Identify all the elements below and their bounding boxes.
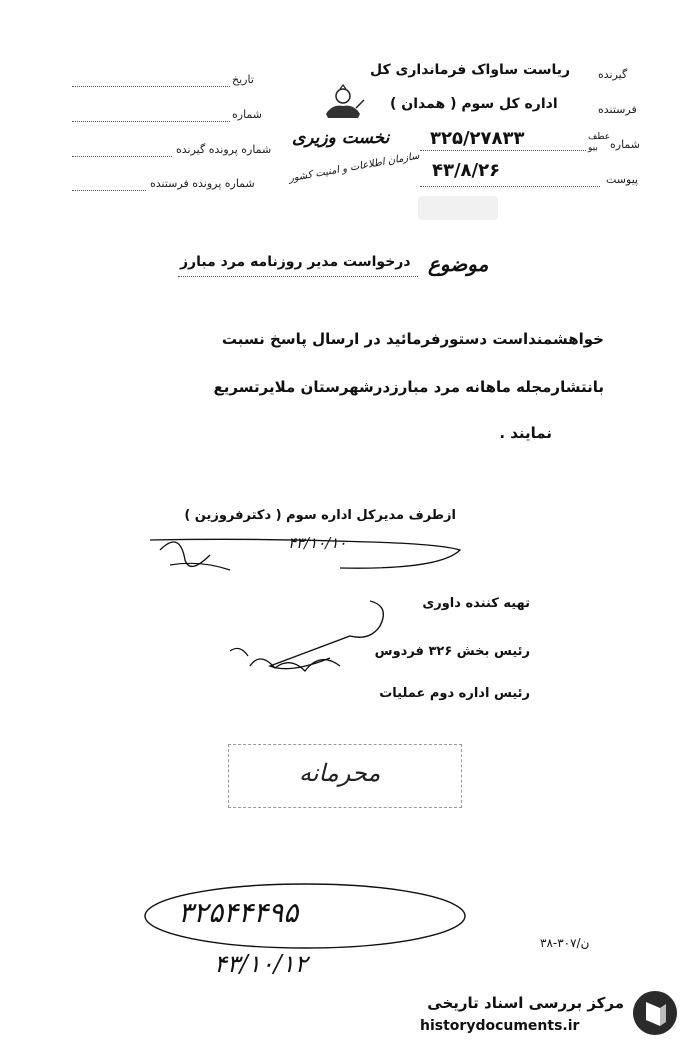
lion-and-sun-emblem — [318, 84, 368, 124]
confidential-stamp-text: محرمانه — [299, 759, 381, 787]
body-line-2: بانتشارمجله ماهانه مرد مبارزدرشهرستان ملایرتسریع — [213, 378, 604, 396]
recipient-value: ریاست ساواک فرمانداری کل — [370, 62, 571, 78]
date-label: تاریخ — [232, 73, 254, 86]
subject-label: موضوع — [428, 252, 489, 276]
confidential-stamp — [228, 744, 462, 808]
archive-website: historydocuments.ir — [420, 1018, 580, 1034]
faded-stamp-mark — [418, 196, 498, 220]
number-label: شماره — [232, 108, 263, 121]
sender-file-number-label: شماره پرونده فرستنده — [150, 177, 255, 190]
section-head-line: رئیس بخش ۳۲۶ فردوس — [374, 644, 530, 659]
attachment-value: ۴۳/۸/۲۶ — [432, 160, 501, 181]
attachment-label: پیوست — [606, 173, 639, 186]
body-line-1: خواهشمنداست دستورفرمائید در ارسال پاسخ نسبت — [221, 330, 604, 348]
sender-file-number-line — [72, 190, 146, 191]
number-underline — [420, 150, 586, 151]
number-line — [72, 121, 230, 122]
recipient-file-number-label: شماره پرونده گیرنده — [176, 143, 272, 156]
recipient-file-number-line — [72, 156, 172, 157]
sender-label: فرستنده — [598, 103, 637, 116]
date-line — [72, 86, 230, 87]
handwritten-signature-2 — [230, 596, 420, 686]
from-director-line: ازطرف مدیرکل اداره سوم ( دکترفروزین ) — [184, 508, 456, 523]
archive-logo-icon — [630, 988, 680, 1038]
recipient-label: گیرنده — [598, 68, 628, 81]
seal-ministry-text: نخست وزیری — [292, 128, 390, 148]
form-code: ۳۸-۳۰۷/ن — [540, 936, 590, 950]
number-prefix-2: بیو — [588, 143, 598, 153]
file-number-value: ۳۲۵۴۴۴۹۵ — [178, 896, 299, 929]
preparer-line: تهیه کننده داوری — [422, 596, 530, 611]
subject-text: درخواست مدیر روزنامه مرد مبارز — [180, 254, 411, 270]
department-head-line: رئیس اداره دوم عملیات — [379, 686, 530, 701]
subject-underline — [178, 276, 418, 277]
number-prefix: عطف — [588, 132, 611, 142]
seal-organization-text: سازمان اطلاعات و امنیت کشور — [288, 150, 421, 185]
number-right-label: شماره — [610, 138, 641, 151]
archive-org-name: مرکز بررسی اسناد تاریخی — [427, 994, 624, 1012]
handwritten-date: ۴۳/۱۰/۱۰ — [288, 534, 347, 552]
body-line-3: نمایند . — [499, 424, 552, 442]
sender-value: اداره کل سوم ( همدان ) — [390, 96, 558, 112]
handwritten-signature-1 — [140, 520, 470, 590]
attachment-underline — [420, 186, 600, 187]
file-number-date: ۴۳/۱۰/۱۲ — [214, 950, 308, 978]
number-value: ۳۲۵/۲۷۸۳۳ — [430, 128, 525, 149]
